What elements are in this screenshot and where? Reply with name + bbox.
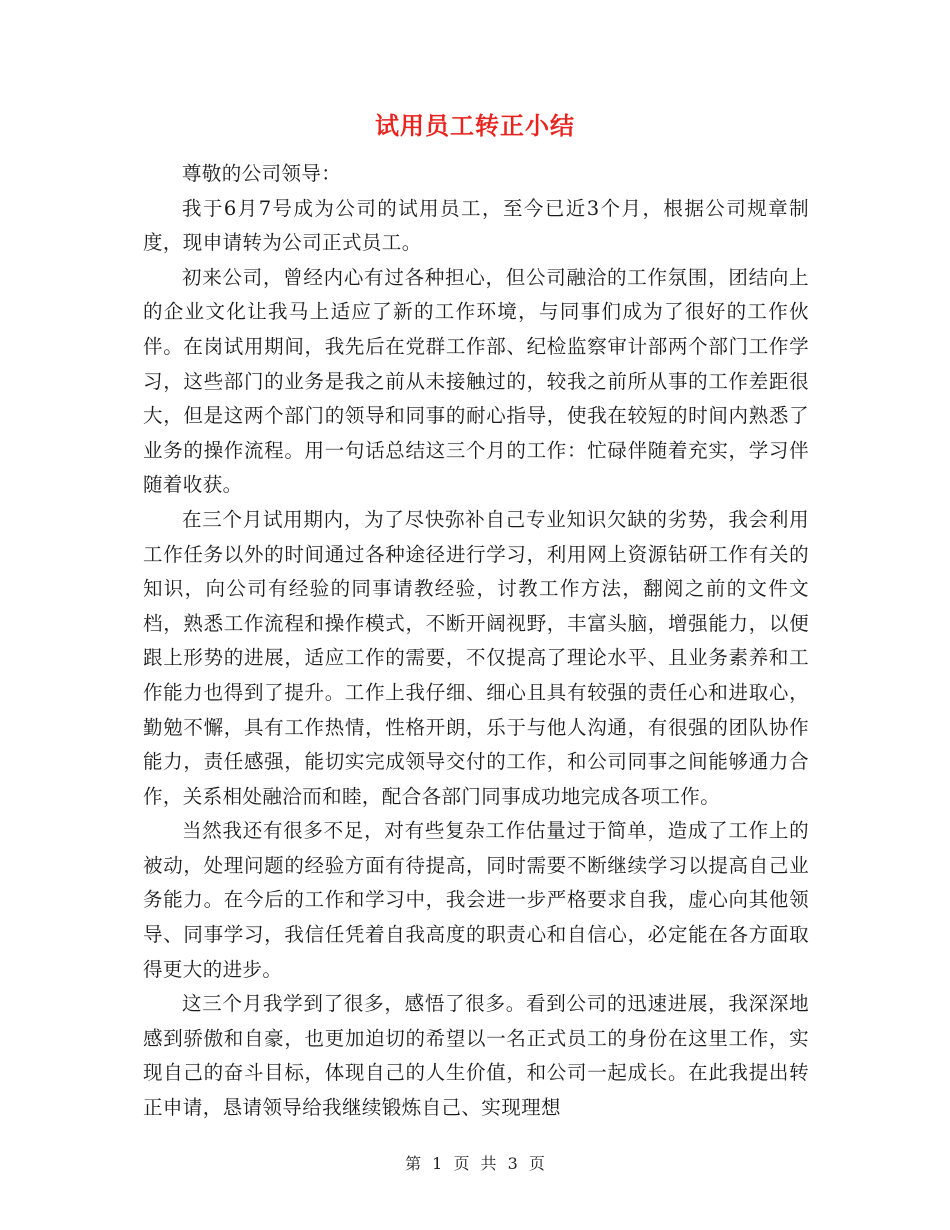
- paragraph-4: 当然我还有很多不足，对有些复杂工作估量过于简单，造成了工作上的被动，处理问题的经验方面有待提高，同时需要不断继续学习以提高自己业务能力。在今后的工作和学习中，我会进一步严格要求自我，虚心向其他领导、同事学习，我信任凭着自我高度的职责心和自信心，必定能在各方面取得更大的进步。: [143, 819, 809, 981]
- document-title: 试用员工转正小结: [375, 111, 575, 140]
- paragraph-2: 初来公司，曾经内心有过各种担心，但公司融洽的工作氛围，团结向上的企业文化让我马上适应了新的工作环境，与同事们成为了很好的工作伙伴。在岗试用期间，我先后在党群工作部、纪检监察审计部两个部门工作学习，这些部门的业务是我之前从未接触过的，较我之前所从事的工作差距很大，但是这两个部门的领导和同事的耐心指导，使我在较短的时间内熟悉了业务的操作流程。用一句话总结这三个月的工作：忙碌伴随着充实，学习伴随着收获。: [143, 265, 809, 497]
- paragraph-3: 在三个月试用期内，为了尽快弥补自己专业知识欠缺的劣势，我会利用工作任务以外的时间通过各种途径进行学习，利用网上资源钻研工作有关的知识，向公司有经验的同事请教经验，讨教工作方法，翻阅之前的文件文档，熟悉工作流程和操作模式，不断开阔视野，丰富头脑，增强能力，以便跟上形势的进展，适应工作的需要，不仅提高了理论水平、且业务素养和工作能力也得到了提升。工作上我仔细、细心且具有较强的责任心和进取心，勤勉不懈，具有工作热情，性格开朗，乐于与他人沟通，有很强的团队协作能力，责任感强，能切实完成领导交付的工作，和公司同事之间能够通力合作，关系相处融洽而和睦，配合各部门同事成功地完成各项工作。: [143, 507, 809, 808]
- paragraph-5: 这三个月我学到了很多，感悟了很多。看到公司的迅速进展，我深深地感到骄傲和自豪，也更加迫切的希望以一名正式员工的身份在这里工作，实现自己的奋斗目标，体现自己的人生价值，和公司一起成长。在此我提出转正申请，恳请领导给我继续锻炼自己、实现理想: [143, 992, 809, 1120]
- page-number-footer: 第 1 页 共 3 页: [405, 1154, 545, 1173]
- document-body: [143, 157, 809, 1126]
- salutation: 尊敬的公司领导：: [182, 162, 342, 185]
- paragraph-1: 我于6月7号成为公司的试用员工，至今已近3个月，根据公司规章制度，现申请转为公司正式员工。: [143, 196, 809, 255]
